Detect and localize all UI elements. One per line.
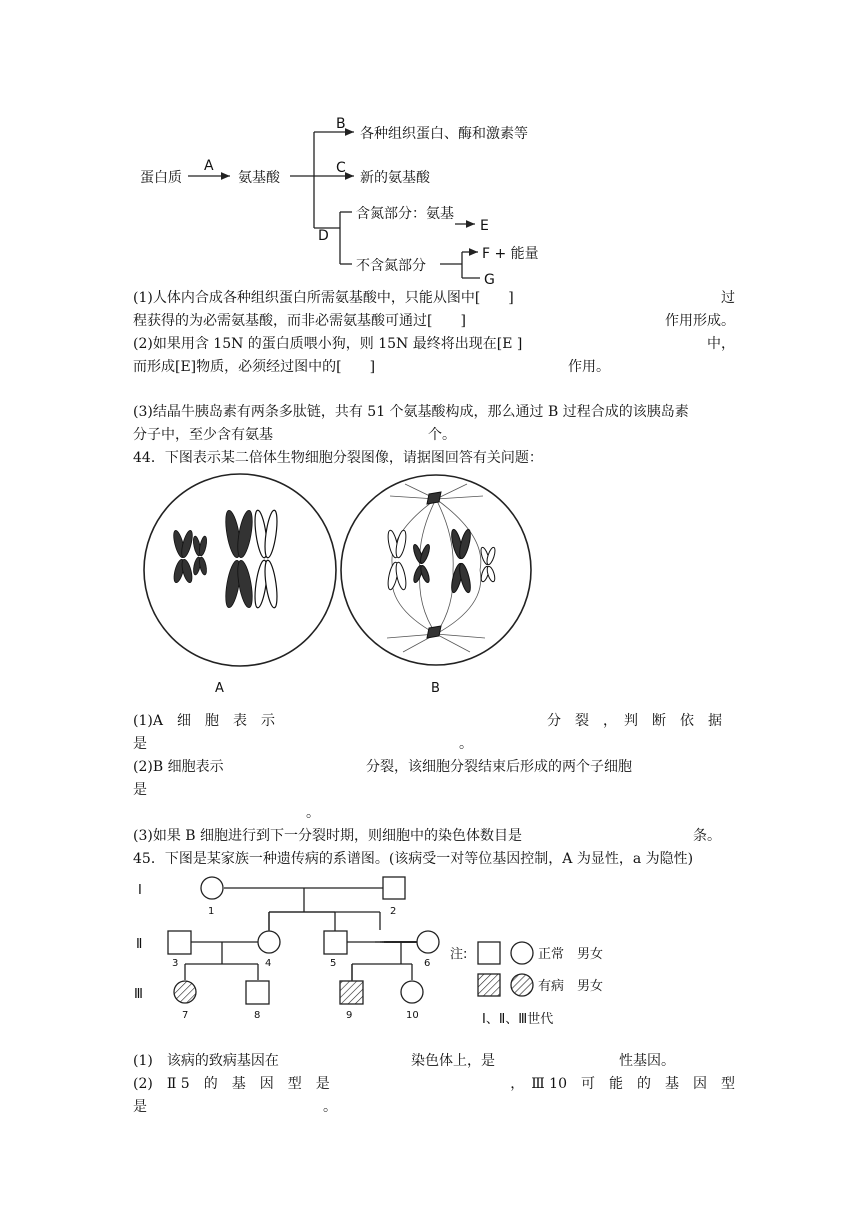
q45-line-1: (1) 该病的致病基因在 染色体上，是 性基因。 [133, 1053, 675, 1069]
individual-9 [340, 981, 363, 1004]
cell-a-label: A [215, 681, 224, 696]
q43-line-3: (2)如果用含 15N 的蛋白质喂小狗，则 15N 最终将出现在[E ] 中， [133, 336, 735, 352]
process-b-label: B [336, 116, 346, 132]
q43-line-1: (1)人体内合成各种组织蛋白所需氨基酸中，只能从图中[ ] 过 [133, 290, 735, 306]
nitrogen-part-label: 含氮部分：氨基 [356, 206, 454, 222]
process-c-label: C [336, 160, 346, 176]
q45-line-2: (2) Ⅱ 5 的 基 因 型 是 ， Ⅲ 10 可 能 的 基 因 型 [133, 1076, 735, 1092]
q44-line-2: 是 。 [133, 736, 473, 752]
legend-ill-female [511, 974, 533, 996]
process-d-label: D [318, 228, 329, 244]
label-2: 2 [390, 906, 397, 917]
cell-a-chromosomes [172, 509, 256, 608]
individual-3 [168, 931, 191, 954]
label-6: 6 [424, 958, 431, 969]
label-4: 4 [265, 958, 272, 969]
gen-1-label: Ⅰ [138, 883, 142, 898]
legend-normal-female [511, 942, 533, 964]
legend-normal-male [478, 942, 500, 964]
protein-label: 蛋白质 [140, 170, 182, 186]
q43-line-5: (3)结晶牛胰岛素有两条多肽链，共有 51 个氨基酸构成，那么通过 B 过程合成的该胰岛素 [133, 404, 689, 420]
individual-8 [246, 981, 269, 1004]
individual-10 [401, 981, 423, 1003]
protein-metabolism-diagram [130, 112, 590, 290]
label-5: 5 [330, 958, 337, 969]
individual-6 [417, 931, 439, 953]
label-7: 7 [182, 1010, 189, 1021]
individual-5 [324, 931, 347, 954]
cell-b-label: B [431, 681, 440, 696]
label-8: 8 [254, 1010, 261, 1021]
q44-stem: 44．下图表示某二倍体生物细胞分裂图像，请据图回答有关问题： [133, 450, 543, 466]
b-product-label: 各种组织蛋白、酶和激素等 [360, 126, 528, 142]
individual-4 [258, 931, 280, 953]
legend-normal-label: 正常 男女 [538, 947, 604, 962]
legend-ill-label: 有病 男女 [538, 979, 604, 994]
q44-line-5: 。 [306, 805, 320, 821]
label-3: 3 [172, 958, 179, 969]
q43-line-4: 而形成[E]物质，必须经过图中的[ ] 作用。 [133, 359, 610, 375]
individual-7 [174, 981, 196, 1003]
q43-line-2: 程获得的为必需氨基酸，而非必需氨基酸可通过[ ] 作用形成。 [133, 313, 735, 329]
g-label: G [484, 272, 495, 288]
label-9: 9 [346, 1010, 353, 1021]
cell-division-diagram [135, 466, 545, 698]
q43-line-6: 分子中，至少含有氨基 个。 [133, 427, 456, 443]
f-label: F + 能量 [482, 246, 539, 262]
label-10: 10 [406, 1010, 419, 1021]
c-product-label: 新的氨基酸 [360, 170, 430, 186]
pedigree-chart [130, 868, 620, 1036]
legend-generation-label: Ⅰ、Ⅱ、Ⅲ世代 [482, 1012, 554, 1027]
cell-b-chromosomes [386, 492, 496, 638]
q44-line-3: (2)B 细胞表示 分裂，该细胞分裂结束后形成的两个子细胞 [133, 759, 632, 775]
label-1: 1 [208, 906, 215, 917]
amino-acid-label: 氨基酸 [238, 170, 280, 186]
q44-line-6: (3)如果 B 细胞进行到下一分裂时期，则细胞中的染色体数目是 条。 [133, 828, 721, 844]
individual-2 [383, 877, 405, 899]
legend-ill-male [478, 974, 500, 996]
gen-3-label: Ⅲ [134, 987, 143, 1002]
q45-stem: 45．下图是某家族一种遗传病的系谱图。(该病受一对等位基因控制，A 为显性，a 为隐性) [133, 851, 694, 867]
e-label: E [480, 218, 489, 234]
q45-line-3: 是 。 [133, 1099, 337, 1115]
legend-note: 注: [450, 947, 468, 962]
q44-line-1: (1)A 细 胞 表 示 分 裂 ， 判 断 依 据 [133, 713, 722, 729]
gen-2-label: Ⅱ [136, 937, 143, 952]
no-nitrogen-part-label: 不含氮部分 [356, 258, 426, 274]
individual-1 [201, 877, 223, 899]
q44-line-4: 是 [133, 782, 147, 798]
process-a-label: A [204, 158, 214, 174]
